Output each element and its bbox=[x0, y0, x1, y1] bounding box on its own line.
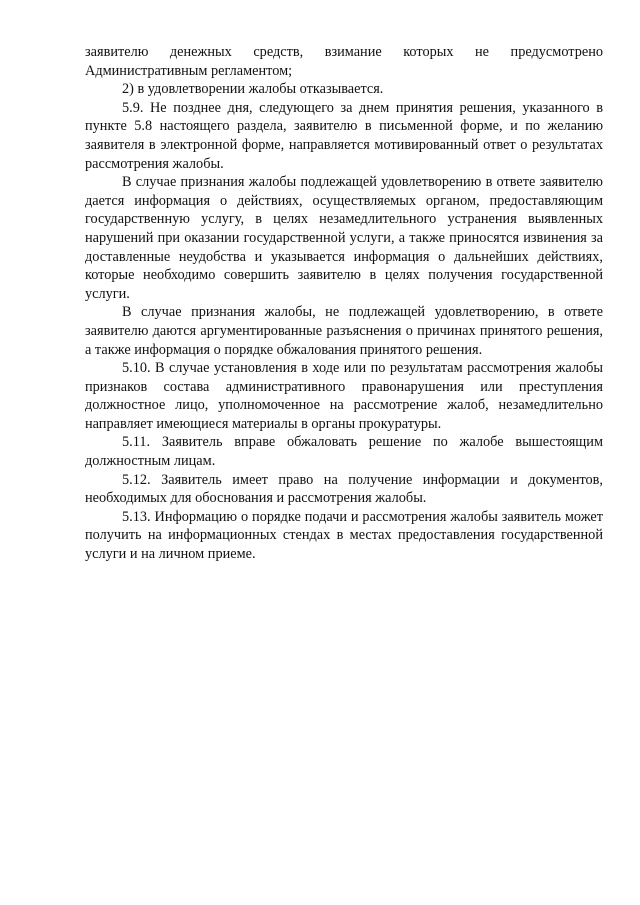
paragraph-refusal: 2) в удовлетворении жалобы отказывается. bbox=[122, 81, 384, 98]
paragraph-5-10: 5.10. В случае установления в ходе или по результатам рассмотрения жалобы признаков состава административного правонарушения или преступления должностное лицо, уполномоченное на рассмотрение жалоб, незамедлительно направляет имеющиеся материалы в органы прокуратуры. bbox=[85, 360, 603, 432]
document-body bbox=[85, 43, 603, 564]
paragraph-continuation: заявителю денежных средств, взимание которых не предусмотрено Административным регламентом; bbox=[85, 44, 603, 79]
paragraph-5-11: 5.11. Заявитель вправе обжаловать решение по жалобе вышестоящим должностным лицам. bbox=[85, 434, 603, 470]
paragraph-5-9: 5.9. Не позднее дня, следующего за днем принятия решения, указанного в пункте 5.8 настоящего раздела, заявителю в письменной форме, и по желанию заявителя в электронной форме, направляется мотивированный ответ о результатах рассмотрения жалобы. bbox=[85, 99, 603, 172]
paragraph-complaint-satisfied: В случае признания жалобы подлежащей удовлетворению в ответе заявителю дается информация о действиях, осуществляемых органом, предоставляющим государственную услугу, в целях незамедлительного устранения выявленных нарушений при оказании государственной услуги, а также приносятся извинения за доставленные неудобства и указывается информация о дальнейших действиях, которые необходимо совершить заявителю в целях получения государственной услуги. bbox=[85, 174, 603, 302]
paragraph-5-13: 5.13. Информацию о порядке подачи и рассмотрения жалобы заявитель может получить на информационных стендах в местах предоставления государственной услуги и на личном приеме. bbox=[85, 508, 603, 563]
paragraph-5-12: 5.12. Заявитель имеет право на получение информации и документов, необходимых для обоснования и рассмотрения жалобы. bbox=[85, 471, 603, 507]
paragraph-complaint-rejected: В случае признания жалобы, не подлежащей удовлетворению, в ответе заявителю даются аргументированные разъяснения о причинах принятого решения, а также информация о порядке обжалования принятого решения. bbox=[85, 304, 603, 358]
